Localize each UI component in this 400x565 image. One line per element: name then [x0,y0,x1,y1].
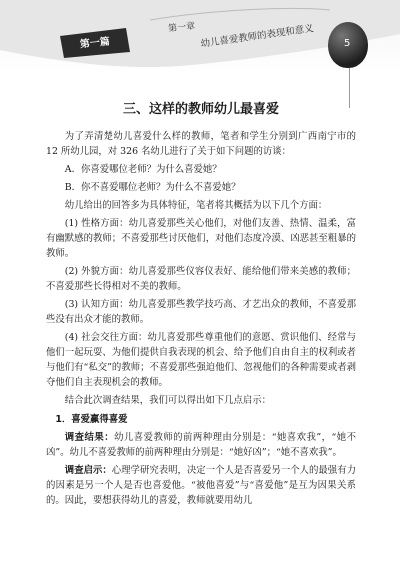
survey-result-text: 幼儿喜爱教师的前两种理由分别是：“她喜欢我”，“她不凶”。幼儿不喜爱教师的前两种理由分别是：“她好凶”；“她不喜欢我”。 [46,432,356,458]
page-header [0,0,400,72]
point-appearance: (2) 外貌方面：幼儿喜爱那些仪容仪表好、能给他们带来美感的教师；不喜爱那些长得相对不美的教师。 [46,266,356,292]
question-b: B．你不喜爱哪位老师？为什么不喜爱她？ [64,182,241,193]
subsection-title: 1．喜爱赢得喜爱 [55,414,128,425]
point-social: (4) 社会交往方面：幼儿喜爱那些尊重他们的意愿、赏识他们、经常与他们一起玩耍、为他们提供自我表现的机会、给予他们自由自主的权利或者与他们有“私交”的教师；不喜爱那些强迫他们、忽视他们的各种需要或者剥夺他们自主表现机会的教师。 [46,332,356,388]
paragraph-conclusion: 结合此次调查结果，我们可以得出如下几点启示： [64,395,272,406]
page-body [46,102,356,511]
part-label: 第一篇 [79,36,111,51]
point-cognition: (3) 认知方面：幼儿喜爱那些教学技巧高、才艺出众的教师，不喜爱那些没有出众才能的教师。 [46,299,356,325]
survey-result [46,430,356,460]
section-title: 三、这样的教师幼儿最喜爱 [122,102,279,117]
paragraph-summary: 幼儿给出的回答多为具体特征，笔者将其概括为以下几个方面： [64,200,328,211]
chapter-title: 幼儿喜爱教师的表现和意义 [199,23,315,50]
page-number: 5 [344,38,351,49]
survey-result-lead: 调查结果： [64,432,115,443]
survey-insight-lead: 调查启示： [64,465,112,476]
point-personality: (1) 性格方面：幼儿喜爱那些关心他们，对他们友善、热情、温柔，富有幽默感的教师；不喜爱那些讨厌他们，对他们态度冷漠、凶恶甚至粗暴的教师。 [46,218,356,259]
paragraph-intro: 为了弄清楚幼儿喜爱什么样的教师，笔者和学生分别到广西南宁市的 12 所幼儿园，对 326 名幼儿进行了关于如下问题的访谈： [46,131,356,157]
survey-insight-text: 心理学研究表明，决定一个人是否喜爱另一个人的最强有力的因素是另一个人是否也喜爱他。“被他喜爱”与“喜爱他”是互为因果关系的。因此，要想获得幼儿的喜爱，教师就要用幼儿 [46,465,356,506]
chapter-number: 第一章 [167,21,196,35]
survey-insight [46,463,356,508]
question-a: A．你喜爱哪位老师？为什么喜爱她？ [64,164,222,175]
